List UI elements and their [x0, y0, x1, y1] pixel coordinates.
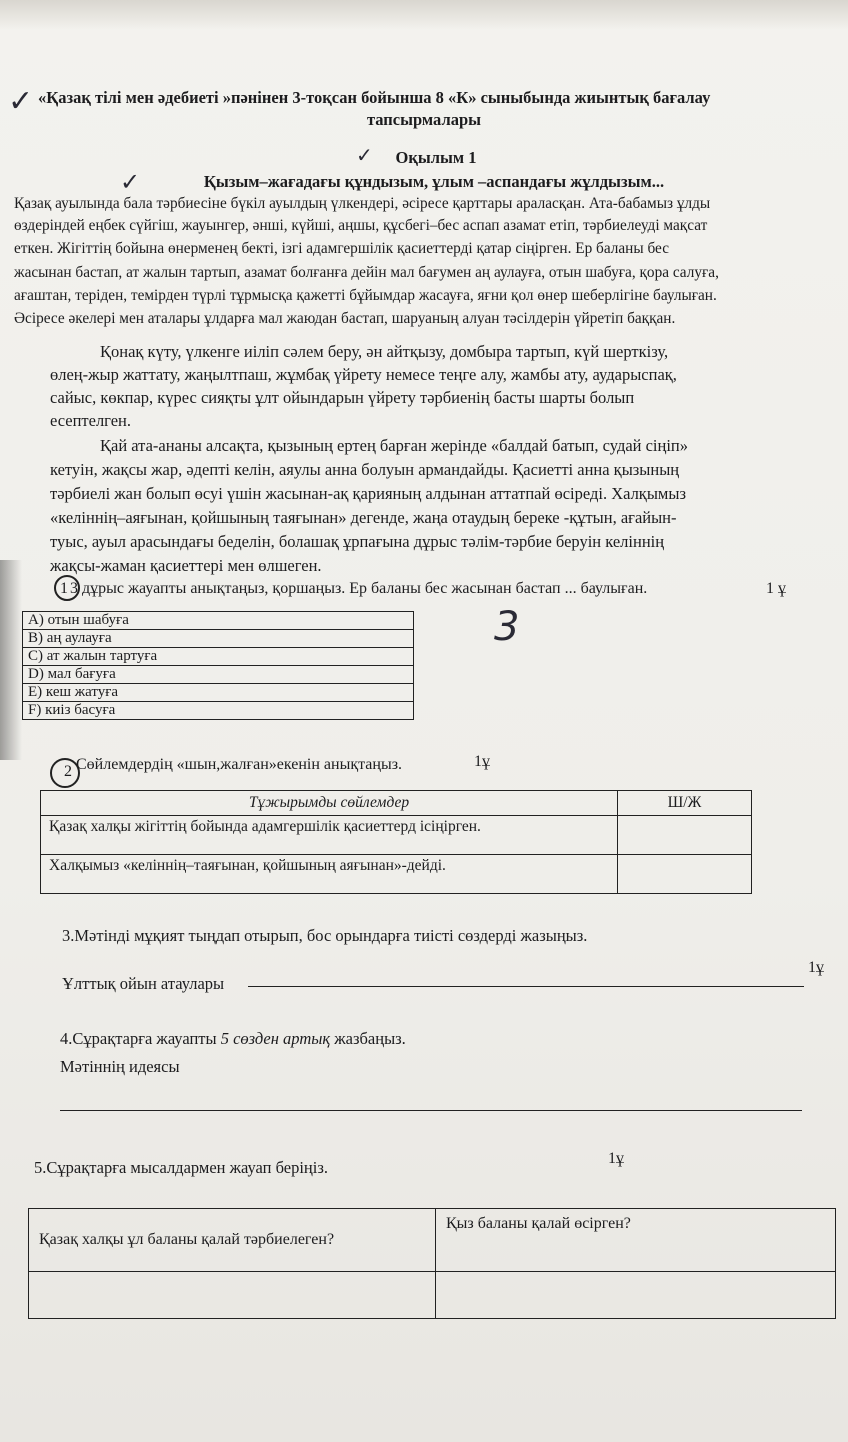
text-line: еткен. Жігіттің бойына өнерменең бекті, ізгі адамгершілік қасиеттерді қатар сіңірген. Ер баланы бес — [14, 240, 670, 257]
text-line: сайыс, көкпар, күрес сияқты ұлт ойындарын үйрету тәрбиенің басты шарты болып — [50, 388, 635, 407]
check-mark-icon: ✓ — [356, 143, 373, 167]
question-4-text-start: 4.Сұрақтарға жауапты — [60, 1029, 221, 1048]
answer-column-girls: Қыз баланы қалай өсірген? — [436, 1209, 836, 1272]
handwritten-mark: 3 — [494, 604, 520, 650]
answer-table — [28, 1208, 836, 1319]
text-line: тәрбиелі жан болып өсуі үшін жасынан-ақ қарияның алдынан аттатпай өсіреді. Халқымыз — [50, 484, 686, 503]
question-4-text — [60, 1028, 406, 1049]
header-line-1: «Қазақ тілі мен әдебиеті »пәнінен 3-тоқсан бойынша 8 «К» сыныбында жиынтық бағалау — [38, 88, 711, 107]
question-1-text: 3 дұрыс жауапты анықтаңыз, қоршаңыз. Ер баланы бес жасынан бастап ... баулыған. — [70, 580, 648, 597]
answer-column-boys: Қазақ халқы ұл баланы қалай тәрбиелеген? — [29, 1209, 436, 1272]
option-a[interactable]: A) отын шабуға — [23, 612, 414, 630]
reading-title: Қызым–жағадағы құндызым, ұлым –аспандағы жұлдызым... — [203, 172, 665, 191]
question-3-score: 1ұ — [808, 959, 824, 976]
text-line: өздеріндей еңбек сүйгіш, жауынгер, әнші, күйші, аңшы, құсбегі–бес аспап азамат етіп, тәрбиелеуді мақсат — [14, 217, 708, 234]
question-4-text-end: жазбаңыз. — [330, 1029, 406, 1048]
text-line: туыс, ауыл арасындағы беделін, болашақ ұрпағына дұрыс тәлім-тәрбие беруін келіннің — [50, 532, 665, 551]
statement-cell: Қазақ халқы жігіттің бойында адамгершілік қасиеттерд ісіңірген. — [41, 816, 618, 855]
statements-header: Тұжырымды сөйлемдер — [41, 791, 618, 816]
question-4-emphasis: 5 сөзден артық — [220, 1029, 331, 1048]
option-f[interactable]: F) киіз басуға — [23, 702, 414, 720]
option-e[interactable]: E) кеш жатуға — [23, 684, 414, 702]
true-false-table — [40, 790, 752, 894]
text-line: есептелген. — [50, 411, 132, 430]
question-3-text: 3.Мәтінді мұқият тыңдап отырып, бос орындарға тиісті сөздерді жазыңыз. — [62, 926, 588, 945]
text-line: ағаштан, теріден, темірден түрлі тұрмысқа қажетті бұйымдар жасауға, яғни қол өнер шеберлігіне баулыған. — [14, 287, 717, 304]
text-line: Қай ата-ананы алсақта, қызының ертең барған жерінде «балдай батып, судай сіңіп» — [100, 436, 689, 455]
check-mark-icon: ✓ — [120, 168, 141, 196]
text-line: өлең-жыр жаттату, жаңылтпаш, жұмбақ үйрету немесе теңге алу, жамбы ату, аударыспақ, — [50, 365, 677, 384]
text-line: «келіннің–аяғынан, қойшының таяғынан» дегенде, жаңа отаудың береке -құтын, ағайын- — [50, 508, 677, 527]
question-3-prompt: Ұлттық ойын атаулары — [62, 974, 225, 993]
text-line: кетуін, жақсы жар, әдепті келін, аяулы анна болуын армандайды. Қасиетті анна қызының — [50, 460, 680, 479]
question-1-number: 1 — [60, 580, 68, 597]
question-5-score: 1ұ — [608, 1150, 624, 1167]
question-2-text: Сөйлемдердің «шын,жалған»екенін анықтаңыз. — [76, 756, 403, 773]
question-5-text: 5.Сұрақтарға мысалдармен жауап беріңіз. — [34, 1158, 328, 1177]
check-mark-icon: ✓ — [8, 84, 34, 119]
answer-cell[interactable] — [436, 1272, 836, 1319]
paper-edge — [0, 0, 848, 30]
answer-line[interactable] — [248, 986, 804, 987]
header-line-2: тапсырмалары — [366, 110, 482, 129]
option-c[interactable]: C) ат жалын тартуға — [23, 648, 414, 666]
text-line: Әсіресе әкелері мен аталары ұлдарға мал жаюдан бастап, шаруаның алуан тәсілдерін үйретіп баққан. — [14, 310, 676, 327]
tf-header: Ш/Ж — [618, 791, 752, 816]
answer-line[interactable] — [60, 1110, 802, 1111]
text-line: Қонақ күту, үлкенге иіліп сәлем беру, ән айтқызу, домбыра тартып, күй шерткізу, — [100, 342, 669, 361]
question-1-score: 1 ұ — [766, 580, 786, 597]
tf-answer-cell[interactable] — [618, 855, 752, 894]
question-2-score: 1ұ — [474, 753, 490, 770]
question-1-options — [22, 611, 414, 720]
finger-shadow — [0, 560, 22, 760]
question-2-number: 2 — [64, 763, 72, 780]
tf-answer-cell[interactable] — [618, 816, 752, 855]
text-line: жасынан бастап, ат жалын тартып, азамат болғанға дейін мал бағумен аң аулауға, отын шабуға, қора салуға, — [14, 264, 719, 281]
statement-cell: Халқымыз «келіннің–таяғынан, қойшының аяғынан»-дейді. — [41, 855, 618, 894]
option-d[interactable]: D) мал бағуға — [23, 666, 414, 684]
answer-cell[interactable] — [29, 1272, 436, 1319]
reading-label: Оқылым 1 — [395, 148, 477, 167]
option-b[interactable]: B) аң аулауға — [23, 630, 414, 648]
text-line: жақсы-жаман қасиеттері мен өлшеген. — [50, 556, 322, 575]
question-4-prompt: Мәтіннің идеясы — [60, 1057, 180, 1076]
text-line: Қазақ ауылында бала тәрбиесіне бүкіл ауылдың үлкендері, әсіресе қарттары араласқан. Ата-бабамыз ұлды — [14, 195, 711, 212]
